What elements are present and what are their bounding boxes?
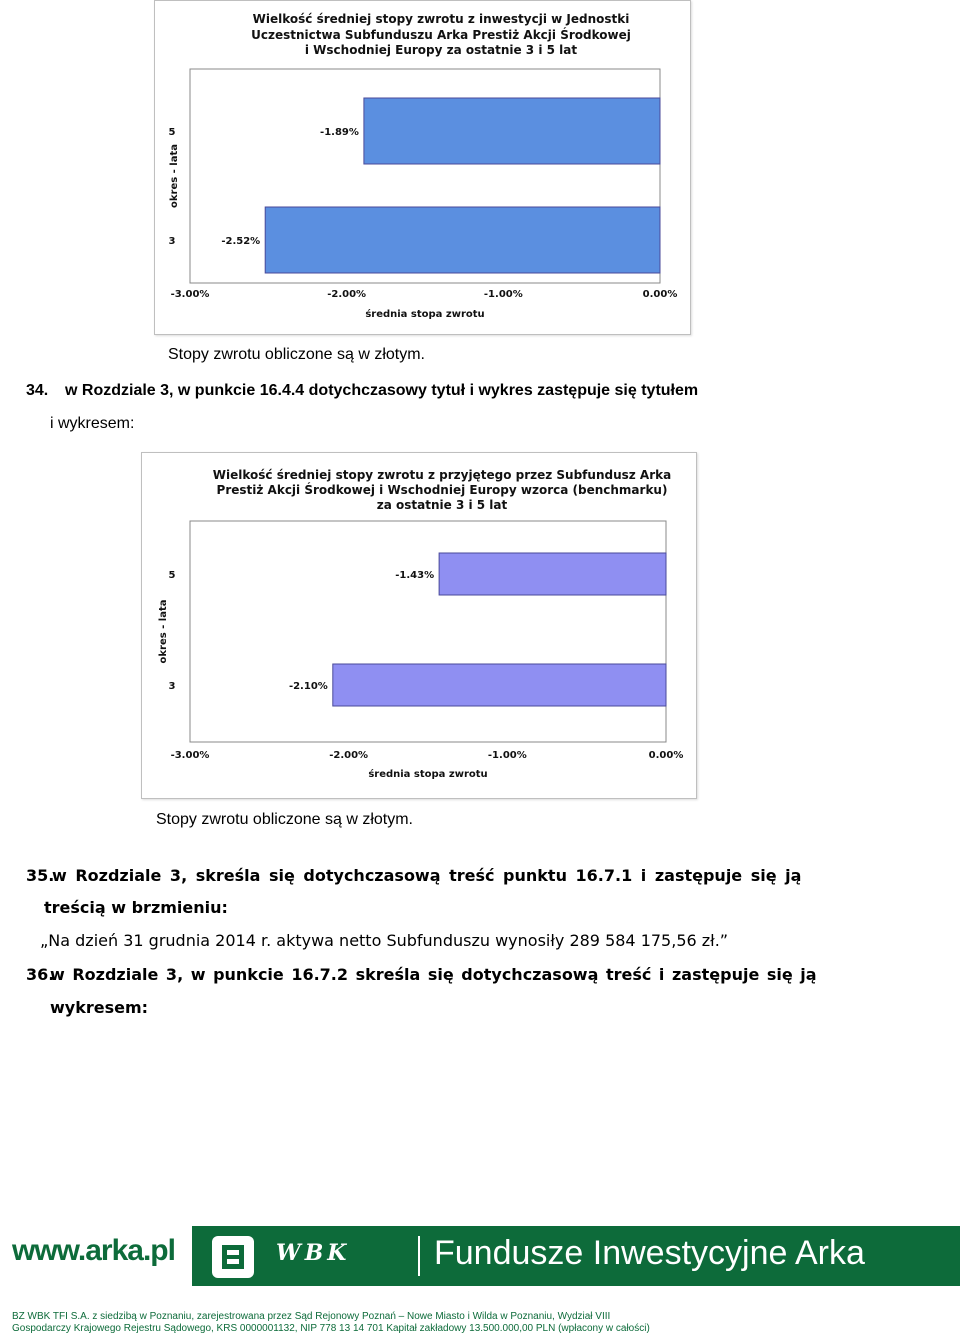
footer-website[interactable]: www.arka.pl: [12, 1234, 175, 1267]
chart-2-title-line-3: za ostatnie 3 i 5 lat: [376, 498, 508, 512]
chart-1-title-line-1: Wielkość średniej stopy zwrotu z inwestycji w Jednostki: [252, 12, 630, 26]
item-36-continuation: wykresem:: [50, 998, 149, 1017]
chart-1-data-label-5: -1.89%: [320, 127, 359, 138]
chart-1-category-label-3: 3: [168, 236, 176, 247]
chart-1-x-tick-2: -1.00%: [483, 289, 523, 300]
item-36-number: 36.: [26, 965, 55, 984]
footer-legal-line-2: Gospodarczy Krajowego Rejestru Sądowego, KRS 0000001132, NIP 778 13 14 701 Kapitał zakładowy 13.500.000,00 PLN (wpłacony w całości): [12, 1323, 650, 1334]
chart-2-title-line-1: Wielkość średniej stopy zwrotu z przyjętego przez Subfundusz Arka: [212, 468, 672, 482]
item-35-number: 35.: [26, 866, 55, 885]
chart-2-data-label-3: -2.10%: [288, 681, 328, 692]
chart-2-bar-3: [333, 664, 666, 706]
chart-1-bar-3: [265, 207, 660, 273]
chart-1-y-axis-label: okres - lata: [169, 143, 180, 209]
footer-divider: [418, 1236, 420, 1276]
chart-2-y-axis-label: okres - lata: [158, 599, 169, 664]
item-35-text: w Rozdziale 3, skreśla się dotychczasową treść punktu 16.7.1 i zastępuje się ją: [52, 866, 802, 885]
footer-brand-bar: [192, 1226, 960, 1286]
chart-2-x-tick-2: -1.00%: [487, 750, 527, 761]
chart-2-x-tick-1: -2.00%: [329, 750, 369, 761]
chart-1-svg: [155, 1, 690, 334]
chart-2-svg: [142, 453, 696, 798]
chart-1-x-tick-3: 0.00%: [642, 289, 678, 300]
item-34-continuation: i wykresem:: [50, 415, 135, 432]
footer-brand: WBK: [276, 1240, 351, 1266]
chart-2-note: Stopy zwrotu obliczone są w złotym.: [156, 811, 413, 828]
chart-2-category-label-5: 5: [168, 570, 176, 581]
chart-2-x-tick-3: 0.00%: [648, 750, 684, 761]
chart-2-x-tick-0: -3.00%: [170, 750, 210, 761]
chart-1-title-line-2: Uczestnictwa Subfunduszu Arka Prestiż Akcji Środkowej: [251, 28, 631, 42]
chart-1-x-axis-label: średnia stopa zwrotu: [365, 309, 485, 320]
item-36-text: w Rozdziale 3, w punkcie 16.7.2 skreśla się dotychczasową treść i zastępuje się ją: [50, 965, 817, 984]
chart-1-title-line-3: i Wschodniej Europy za ostatnie 3 i 5 lat: [304, 43, 578, 57]
chart-2-bar-5: [439, 553, 666, 595]
item-35-continuation: treścią w brzmieniu:: [44, 898, 228, 917]
item-34-number: 34.: [26, 382, 49, 399]
chart-2-category-label-3: 3: [168, 681, 176, 692]
chart-1-category-label-5: 5: [168, 127, 176, 138]
item-35-quote: „Na dzień 31 grudnia 2014 r. aktywa netto Subfunduszu wynosiły 289 584 175,56 zł.”: [40, 931, 729, 950]
chart-1-bar-5: [364, 98, 660, 164]
footer-tagline: Fundusze Inwestycyjne Arka: [434, 1234, 865, 1272]
chart-2-x-axis-label: średnia stopa zwrotu: [368, 769, 488, 780]
footer-legal-line-1: BZ WBK TFI S.A. z siedzibą w Poznaniu, zarejestrowana przez Sąd Rejonowy Poznań – Nowe Miasto i Wilda w Poznaniu, Wydział VIII: [12, 1311, 611, 1322]
chart-1-x-tick-1: -2.00%: [327, 289, 367, 300]
chart-1: [154, 0, 691, 335]
chart-2-data-label-5: -1.43%: [395, 570, 435, 581]
chart-2-title-line-2: Prestiż Akcji Środkowej i Wschodniej Europy wzorca (benchmarku): [216, 483, 668, 497]
chart-1-note: Stopy zwrotu obliczone są w złotym.: [168, 346, 425, 363]
item-34-text: w Rozdziale 3, w punkcie 16.4.4 dotychczasowy tytuł i wykres zastępuje się tytułem: [65, 382, 699, 399]
chart-2: [141, 452, 697, 799]
chart-1-x-tick-0: -3.00%: [170, 289, 210, 300]
chart-1-data-label-3: -2.52%: [221, 236, 261, 247]
wbk-logo-icon: [206, 1226, 276, 1286]
